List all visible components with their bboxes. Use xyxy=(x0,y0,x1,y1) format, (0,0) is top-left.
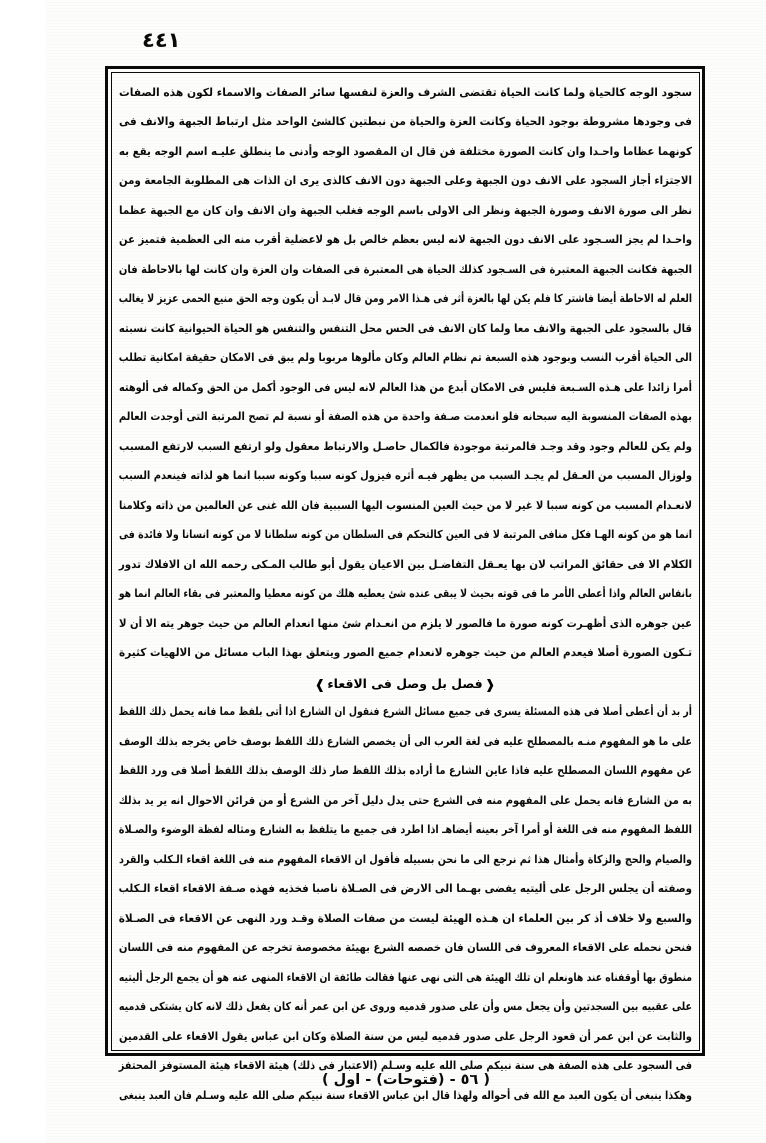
body-line: واحـدا لم يجز السـجود على الانف دون الجبهة لانه ليس بعظم خالص بل هو لاعضلية أقرب منه الى العظمية فتميز عن xyxy=(118,233,692,246)
body-line: فنحن نحمله على الاقعاء المعروف فى اللسان فان خصصه الشرع بهيئة مخصوصة تخرجه عن المفهوم منه فى اللسان xyxy=(118,941,692,954)
body-line: فى وجودها مشروطة بوجود الحياة وكانت العزة والحياة من نبطتين كالشئ الواحد مثل ارتباط الجبهة والانف فى xyxy=(118,115,692,128)
body-line: فى السجود على هذه الصفة هى سنة نبيكم صلى الله عليه وسـلم (الاعتبار فى ذلك) هيئة الاقعاء هيئة المستوفز المحتفز xyxy=(118,1059,692,1072)
body-line: الكلام الا فى حقائق المراتب لان بها يعـقل التفاضـل بين الاعيان يقول أبو طالب المـكى رحمه الله ان الافلاك تدور xyxy=(118,557,692,571)
body-line: انما هو من كونه الهـا فكل منافى المرتبة لا فى العين كالتحكم فى السلطان من كونه سلطانا لا من كونه انسانا ولا فائدة فى xyxy=(118,528,692,541)
section-heading xyxy=(119,668,692,698)
body-line: والصيام والحج والزكاة وأمثال هذا ثم نرجع الى ما نحن بسبيله فأقول ان الاقعاء المفهوم منه فى اللغة اقعاء الـكلب والقرد xyxy=(118,852,692,866)
section-heading-label: فصل بل وصل فى الاقعاء xyxy=(327,675,483,691)
body-line: منطوق بها أوقفناه عند هاونعلم ان تلك الهيئة هى التى نهى عنها فقالت طائفة ان الاقعاء المنهى عنه هو أن يجمع الرجل أليتيه xyxy=(118,970,692,984)
body-line: الاجتزاء أجاز السجود على الانف دون الجبهة وعلى الجبهة دون الانف كالذى يرى ان الذات هى المطلوبة الجامعة ومن xyxy=(118,174,692,187)
footer-signature: ( ٥٦ - (فتوحات) - اول ) xyxy=(321,1072,491,1088)
body-line: لانعـدام المسبب من كونه سببا لا غير لا من حيث العين المنسوب اليها السببية فان الله غنى عن العالمين من ذاته وكلامنا xyxy=(118,498,692,512)
page-number: ٤٤١ xyxy=(142,28,181,52)
body-line: ولوزال المسبب من العـقل لم يجـد السبب من يظهر فيـه أثره فيزول كونه سببا وكونه سببا انما هو لذاته فينعدم السبب xyxy=(118,469,692,482)
book-page xyxy=(46,0,766,1143)
body-line: وهكذا ينبغى أن يكون العبد مع الله فى أحواله ولهذا قال ابن عباس الاقعاء سنة نبيكم صلى الله عليه وسـلم فان العبد ينبغى xyxy=(118,1088,692,1102)
body-line: عين جوهره الذى أظهـرت كونه صورة ما فالصور لا يلزم من انعـدام شئ منها انعدام العالم من حيث جوهر يته الا أن لا xyxy=(118,616,692,630)
body-line: أمرا زائدا على هـذه السـبعة فليس فى الامكان أبدع من هذا العالم لانه ليس فى الوجود أكمل من الحق وكماله فى ألوهته xyxy=(118,380,692,394)
body-line: وصفته أن يجلس الرجل على أليتيه يفضى بهـما الى الارض فى الصـلاة ناصبا فخذيه فهذه صـفة الاقعاء اقعاء الـكلب xyxy=(118,882,692,895)
body-line: على عقبيه بين السجدتين وأن يجعل مس وأن على صدور قدميه وروى عن ابن عمر أنه كان يفعل ذلك لانه كان يشتكى قدميه xyxy=(118,1000,692,1013)
body-line: نظر الى صورة الانف وصورة الجبهة ونظر الى الاولى باسم الوجه فغلب الجبهة وان الانف وان كان مع الجبهة عظما xyxy=(118,203,692,217)
body-line: والسبع ولا خلاف أذ كر بين العلماء ان هـذه الهيئة ليست من صفات الصلاة وقـد ورد النهى عن الاقعاء فى الصـلاة xyxy=(118,911,692,925)
ornament-right-icon: ❰ xyxy=(484,677,496,693)
body-line: بانفاس العالم واذا أعطى الأمر ما فى قوته بحيث لا يبقى عنده شئ يعطيه هلك من كونه معطيا والمعتبر فى بقاء العالم انما هو xyxy=(118,587,692,600)
body-line: تـكون الصورة أصلا فيعدم العالم من حيث جوهره لانعدام جميع الصور ويتعلق بهذا الباب مسائل من الالهيات كثيرة xyxy=(118,646,692,659)
ornament-left-icon: ❱ xyxy=(314,677,326,693)
body-line: سجود الوجه كالحياة ولما كانت الحياة تقتضى الشرف والعزة لنفسها سائر الصفات والاسماء لكون هذه الصفات xyxy=(118,85,692,99)
body-line: كونهما عظاما واحـدا وان كانت الصورة مختلفة فن قال ان المقصود الوجه وأدنى ما ينطلق عليـه اسم الوجه يقع به xyxy=(118,144,692,158)
body-line: أر بد أن أعطى أصلا فى هذه المسئلة يسرى فى جميع مسائل الشرع فنقول ان الشارع اذا أتى بلفظ مما فانه يحمل ذلك اللفظ xyxy=(118,705,692,718)
body-line: الجبهة فكانت الجبهة المعتبرة فى السـجود كذلك الحياة هى المعتبرة فى الصفات وان العزة وان كانت لها بالاحاطة فان xyxy=(118,262,692,276)
body-line: الى الحياة أقرب النسب وبوجود هذه السبعة تم نظام العالم وكان مألوها مربوبا ولم يبق فى الامكان حقيقة امكانية تطلب xyxy=(118,351,692,364)
body-line: به من الشارع فانه يحمل على المفهوم منه فى الشرع حتى يدل دليل آخر من الشرع أو من قرائن الاحوال انه ير يد بذلك xyxy=(118,793,692,807)
body-line: ولم يكن للعالم وجود وقد وجـد فالمرتبة موجودة فالكمال حاصـل والارتباط معقول ولو ارتفع السبب لارتفع المسبب xyxy=(118,439,692,453)
body-line: قال بالسجود على الجبهة والانف معا ولما كان الانف فى الحس محل التنفس والتنفس هو الحياة الحيوانية كانت نسبته xyxy=(118,321,692,335)
body-line: اللفظ المفهوم منه فى اللغة أو أمرا آخر بعينه أيضاهـ اذا اطرد فى جميع ما يتلفظ به الشارع ومثاله لفظة الوضوء والصـلاة xyxy=(118,823,692,836)
body-line: عن مفهوم اللسان المصطلح عليه فاذا عاين الشارع ما أراده بذلك اللفظ صار ذلك الوصف بذلك اللفظ أصلا فى ورد اللفظ xyxy=(118,764,692,777)
body-line: بهذه الصفات المنسوبة اليه سبحانه فلو انعدمت صـفة واحدة من هذه الصفة أو نسبة لم تصح المرتبة التى أوجدت العالم xyxy=(118,410,692,423)
body-line: على ما هو المفهوم منـه بالمصطلح عليه فى لغة العرب الى أن يخصص الشارع ذلك اللفظ بوصف خاص يخرجه بذلك الوصف xyxy=(118,734,692,748)
body-line: والثابت عن ابن عمر أن قعود الرجل على صدور قدميه ليس من سنة الصلاة وكان ابن عباس يقول الاقعاء على القدمين xyxy=(118,1029,692,1043)
body-line: العلم له الاحاطة أيضا فاشتر كا فلم يكن لها بالعزة أثر فى هـذا الامر ومن قال لابـد أن يكون وجه الحق منيع الحمى عزيز لا يغالب xyxy=(118,292,692,305)
